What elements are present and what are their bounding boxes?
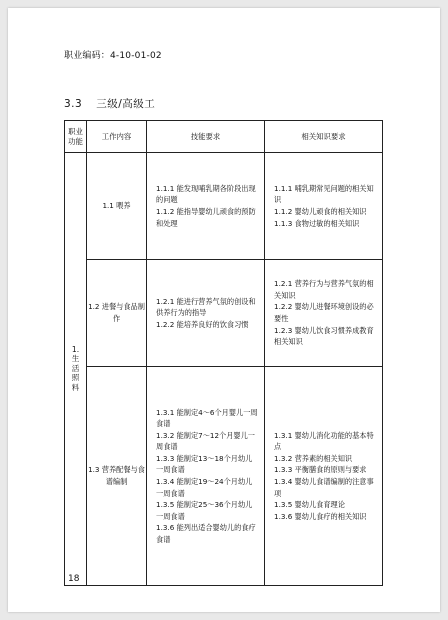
work-cell: 1.1 喂养 <box>87 153 147 260</box>
knowledge-item: 1.3.4 婴幼儿食谱编制的注意事项 <box>274 477 374 498</box>
header-skill: 技能要求 <box>147 121 265 153</box>
knowledge-item: 1.3.2 营养素的相关知识 <box>274 453 353 463</box>
skill-item: 1.3.5 能制定25～36个月幼儿一周食谱 <box>156 500 253 521</box>
header-knowledge: 相关知识要求 <box>265 121 383 153</box>
knowledge-item: 1.1.2 婴幼儿顽食的相关知识 <box>274 207 367 216</box>
header-work: 工作内容 <box>87 121 147 153</box>
knowledge-item: 1.3.6 婴幼儿食疗的相关知识 <box>274 511 367 521</box>
occupation-code: 职业编码：4-10-01-02 <box>64 51 162 61</box>
skill-cell <box>147 153 265 260</box>
work-cell: 1.2 进餐与食品制作 <box>87 260 147 367</box>
section-number: 3.3 <box>64 98 83 110</box>
section-title: 三级/高级工 <box>96 98 156 110</box>
knowledge-item: 1.2.3 婴幼儿饮食习惯养成教育相关知识 <box>274 325 374 347</box>
knowledge-cell <box>265 367 383 586</box>
table-row <box>65 260 383 367</box>
knowledge-item: 1.2.2 婴幼儿进餐环境创设的必要性 <box>274 302 374 323</box>
table-header-row <box>65 121 383 153</box>
function-label: 1.生活照料 <box>71 344 80 392</box>
skill-item: 1.3.2 能制定7～12个月婴儿一周食谱 <box>156 430 255 452</box>
skill-cell <box>147 260 265 367</box>
skill-item: 1.3.6 能列出适合婴幼儿的食疗食谱 <box>156 523 256 544</box>
skill-item: 1.2.1 能进行营养气氛的创设和供养行为的指导 <box>156 296 256 318</box>
skills-table <box>64 120 383 586</box>
section-heading <box>64 96 155 111</box>
page-number: 18 <box>68 574 80 584</box>
skill-item: 1.3.3 能制定13～18个月幼儿一周食谱 <box>156 453 253 475</box>
header-function: 职业功能 <box>65 121 87 153</box>
table-row <box>65 153 383 260</box>
skill-item: 1.3.4 能制定19～24个月幼儿一周食谱 <box>156 477 253 498</box>
skill-item: 1.3.1 能制定4～6个月婴儿一周食谱 <box>156 407 258 429</box>
skill-item: 1.1.1 能发现哺乳期各阶段出现的问题 <box>156 183 256 205</box>
skill-item: 1.1.2 能指导婴幼儿顽食的预防和处理 <box>156 207 256 228</box>
knowledge-item: 1.1.1 哺乳期常见问题的相关知识 <box>274 183 374 205</box>
knowledge-item: 1.3.1 婴幼儿消化功能的基本特点 <box>274 430 374 452</box>
skill-item: 1.2.2 能培养良好的饮食习惯 <box>156 319 249 329</box>
knowledge-cell <box>265 153 383 260</box>
knowledge-item: 1.1.3 食物过敏的相关知识 <box>274 218 360 228</box>
table-row <box>65 367 383 586</box>
knowledge-item: 1.3.5 婴幼儿食育理论 <box>274 500 345 510</box>
skill-cell <box>147 367 265 586</box>
knowledge-item: 1.2.1 营养行为与营养气氛的相关知识 <box>274 279 374 300</box>
document-page <box>8 8 440 612</box>
knowledge-item: 1.3.3 平衡膳食的原则与要求 <box>274 465 367 475</box>
function-cell <box>65 153 87 586</box>
knowledge-cell <box>265 260 383 367</box>
work-cell: 1.3 营养配餐与食谱编制 <box>87 367 147 586</box>
